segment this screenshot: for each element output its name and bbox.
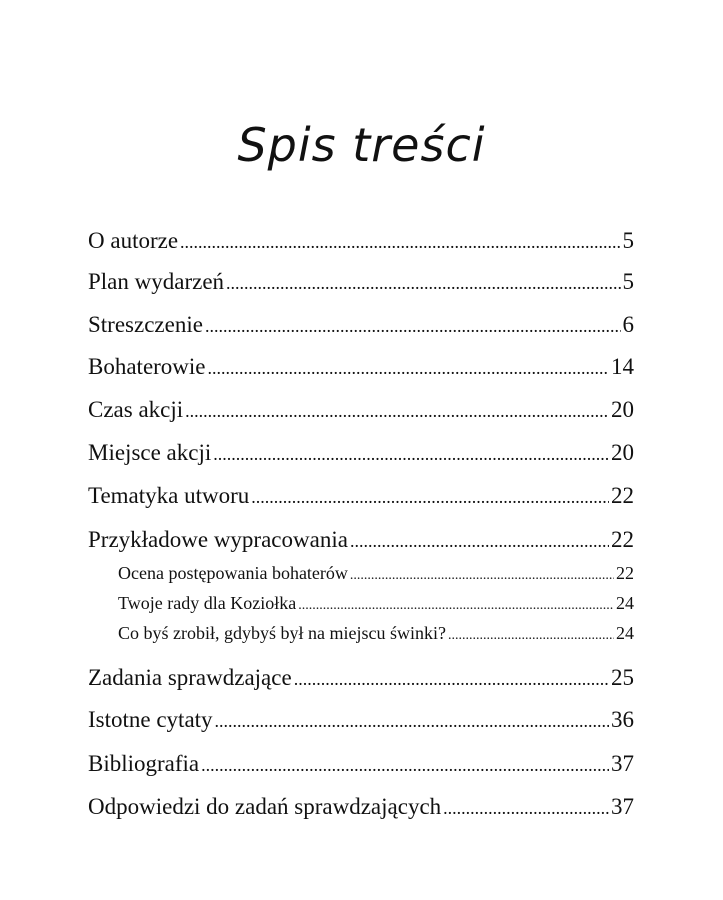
toc-entry-page: 22 bbox=[611, 527, 634, 552]
dot-leader bbox=[213, 440, 609, 466]
toc-entry-label: Czas akcji bbox=[88, 397, 184, 422]
toc-entry-page: 5 bbox=[622, 228, 634, 253]
toc-entry-page: 20 bbox=[611, 440, 634, 465]
toc-entry-label: Odpowiedzi do zadań sprawdzających bbox=[88, 794, 442, 819]
dot-leader bbox=[215, 707, 609, 733]
dot-leader bbox=[205, 312, 621, 338]
dot-leader bbox=[443, 794, 609, 820]
toc-subentry-page: 22 bbox=[616, 563, 634, 583]
toc-entry-label: Plan wydarzeń bbox=[88, 269, 225, 294]
dot-leader bbox=[185, 397, 609, 423]
dot-leader bbox=[350, 527, 609, 553]
toc-subentry[interactable] bbox=[118, 593, 634, 614]
dot-leader bbox=[251, 483, 609, 509]
toc-entry-label: Bibliografia bbox=[88, 751, 200, 776]
toc-entry[interactable] bbox=[88, 751, 634, 777]
toc-entry[interactable] bbox=[88, 228, 634, 254]
toc-subentry[interactable] bbox=[118, 623, 634, 644]
toc-entry-page: 37 bbox=[611, 751, 634, 776]
toc-entry-label: Przykładowe wypracowania bbox=[88, 527, 348, 552]
dot-leader bbox=[448, 623, 614, 644]
toc-entry-label: Zadania sprawdzające bbox=[88, 665, 292, 690]
toc-entry[interactable] bbox=[88, 354, 634, 380]
toc-entry[interactable] bbox=[88, 665, 634, 691]
toc-entry-label: Miejsce akcji bbox=[88, 440, 212, 465]
dot-leader bbox=[208, 354, 609, 380]
toc-entry[interactable] bbox=[88, 397, 634, 423]
dot-leader bbox=[201, 751, 609, 777]
dot-leader bbox=[226, 269, 620, 295]
toc-entry-page: 25 bbox=[611, 665, 634, 690]
toc-entry[interactable] bbox=[88, 312, 634, 338]
toc-subentry-label: Ocena postępowania bohaterów bbox=[118, 563, 348, 583]
dot-leader bbox=[298, 593, 614, 614]
toc-entry-page: 5 bbox=[622, 269, 634, 294]
toc-entry-page: 20 bbox=[611, 397, 634, 422]
toc-subentry[interactable] bbox=[118, 563, 634, 584]
dot-leader bbox=[180, 228, 620, 254]
toc-entry-page: 22 bbox=[611, 483, 634, 508]
toc-entry[interactable] bbox=[88, 794, 634, 820]
toc-entry[interactable] bbox=[88, 707, 634, 733]
dot-leader bbox=[294, 665, 609, 691]
toc-entry-label: O autorze bbox=[88, 228, 179, 253]
toc-entry[interactable] bbox=[88, 527, 634, 553]
toc-subentry-label: Twoje rady dla Koziołka bbox=[118, 593, 297, 613]
toc-entry-page: 36 bbox=[611, 707, 634, 732]
dot-leader bbox=[350, 563, 614, 584]
toc-entry-page: 6 bbox=[622, 312, 634, 337]
toc-entry-page: 37 bbox=[611, 794, 634, 819]
page-title: Spis treści bbox=[237, 118, 486, 172]
toc-entry-label: Tematyka utworu bbox=[88, 483, 250, 508]
toc-entry[interactable] bbox=[88, 483, 634, 509]
toc-subentry-page: 24 bbox=[616, 623, 634, 643]
toc-entry-label: Bohaterowie bbox=[88, 354, 206, 379]
toc-entry-page: 14 bbox=[611, 354, 634, 379]
toc-entry-label: Streszczenie bbox=[88, 312, 203, 337]
toc-entry-label: Istotne cytaty bbox=[88, 707, 213, 732]
toc-entry[interactable] bbox=[88, 440, 634, 466]
toc-subentry-page: 24 bbox=[616, 593, 634, 613]
toc-entry[interactable] bbox=[88, 269, 634, 295]
toc-subentry-label: Co byś zrobił, gdybyś był na miejscu świnki? bbox=[118, 623, 446, 643]
